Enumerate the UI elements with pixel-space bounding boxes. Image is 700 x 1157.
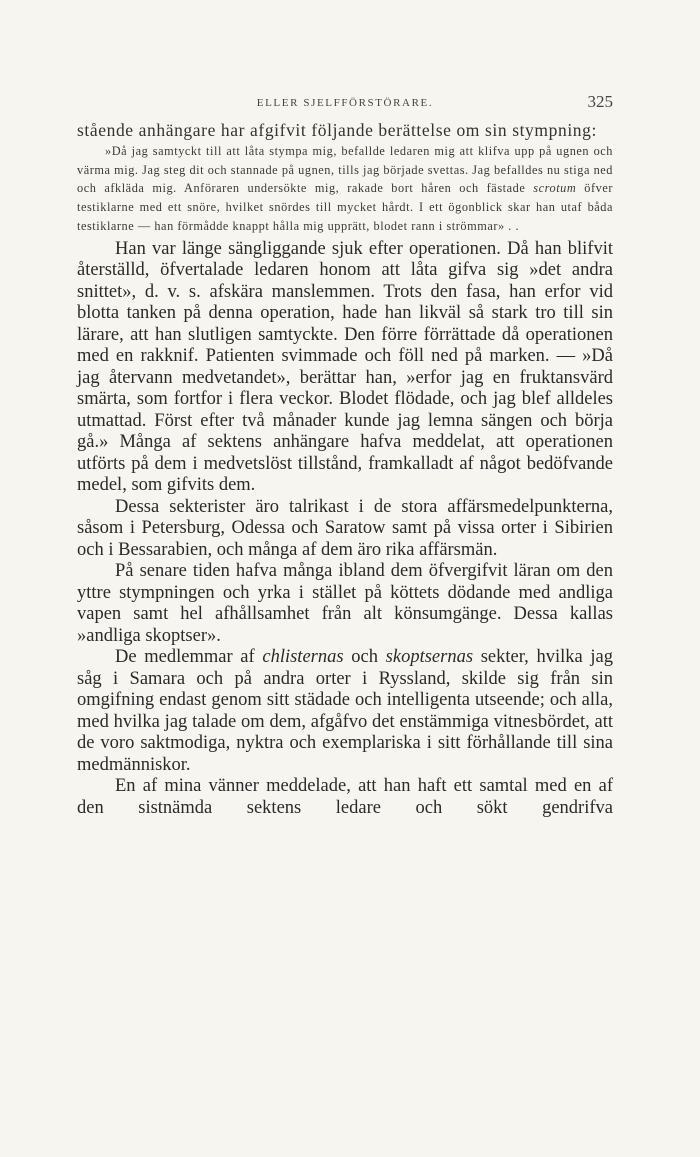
quoted-testimony <box>77 142 613 236</box>
paragraph-2: Dessa sekterister äro talrikast i de stora affärsmedelpunkterna, såsom i Petersburg, Odessa och Saratow samt på vissa orter i Sibirien och i Bessarabien, och många af dem äro rika affärsmän. <box>77 496 613 560</box>
paragraph-1: Han var länge sängliggande sjuk efter operationen. Då han blifvit återställd, öfvertalade ledaren honom att låta gifva sig »det andra snittet», d. v. s. afskära manslemmen. Trots den fasa, han erfor vid blotta tanken på denna operation, hade han likväl så stark tro till sin lärare, att han slutligen samtyckte. Den förre förrättade då operationen med en rakknif. Patienten svimmade och föll ned på marken. — »Då jag återvann medvetandet», berättar han, »erfor jag en fruktansvärd smärta, som fortfor i flera veckor. Blodet flödade, och jag blef alldeles utmattad. Först efter två månader kunde jag lemna sängen och börja gå.» Många af sektens anhängare hafva meddelat, att operationen utförts på dem i medvetslöst tillstånd, framkalladt af något bedöfvande medel, som gifvits dem. <box>77 238 613 496</box>
paragraph-4 <box>77 647 613 776</box>
quote-text-1: »Då jag samtyckt till att låta stympa mig, befallde ledaren mig att klifva upp på ugnen och värma mig. Jag steg dit och stannade på ugnen, tills jag började svettas. Jag befalldes nu stiga ned och afkläda mig. Anföraren undersökte mig, rakade bort håren och fästade <box>77 144 613 196</box>
paragraph-5: En af mina vänner meddelade, att han haft ett samtal med en af den sistnämda sektens ledare och sökt gendrifva <box>77 776 613 818</box>
quote-text-2: öfver testiklarne med ett snöre, hvilket snördes till mycket hårdt. I ett ögonblick skar han utaf båda testiklarne — han förmådde knappt hålla mig upprätt, blodet rann i strömmar» . . <box>77 181 613 233</box>
lead-paragraph: stående anhängare har afgifvit följande berättelse om sin stympning: <box>77 120 597 140</box>
paragraph-3: På senare tiden hafva många ibland dem öfvergifvit läran om den yttre stympningen och yrka i stället på köttets dödande med andliga vapen samt hel afhållsamhet från alt könsumgänge. Dessa kallas »andliga skoptser». <box>77 561 613 646</box>
p4-italic-1: chlisternas <box>262 647 344 668</box>
page-number: 325 <box>587 92 613 111</box>
page-header <box>77 92 613 114</box>
p4-text-3: sekter, hvilka jag såg i Samara och på andra orter i Ryssland, skilde sig från sin omgifning endast genom sitt städade och intelligenta utseende; och alla, med hvilka jag talade om dem, afgåfvo det enstämmiga vitnesbördet, att de voro saktmodiga, nyktra och exemplariska i sitt förhållande till sina medmänniskor. <box>77 647 613 775</box>
quote-italic-term: scrotum <box>533 181 577 196</box>
p4-italic-2: skoptsernas <box>385 647 474 668</box>
running-head: ELLER SJELFFÖRSTÖRARE. <box>256 97 434 109</box>
p4-text-2: och <box>343 647 386 668</box>
book-page <box>77 92 613 819</box>
p4-text-1: De medlemmar af <box>115 647 263 668</box>
